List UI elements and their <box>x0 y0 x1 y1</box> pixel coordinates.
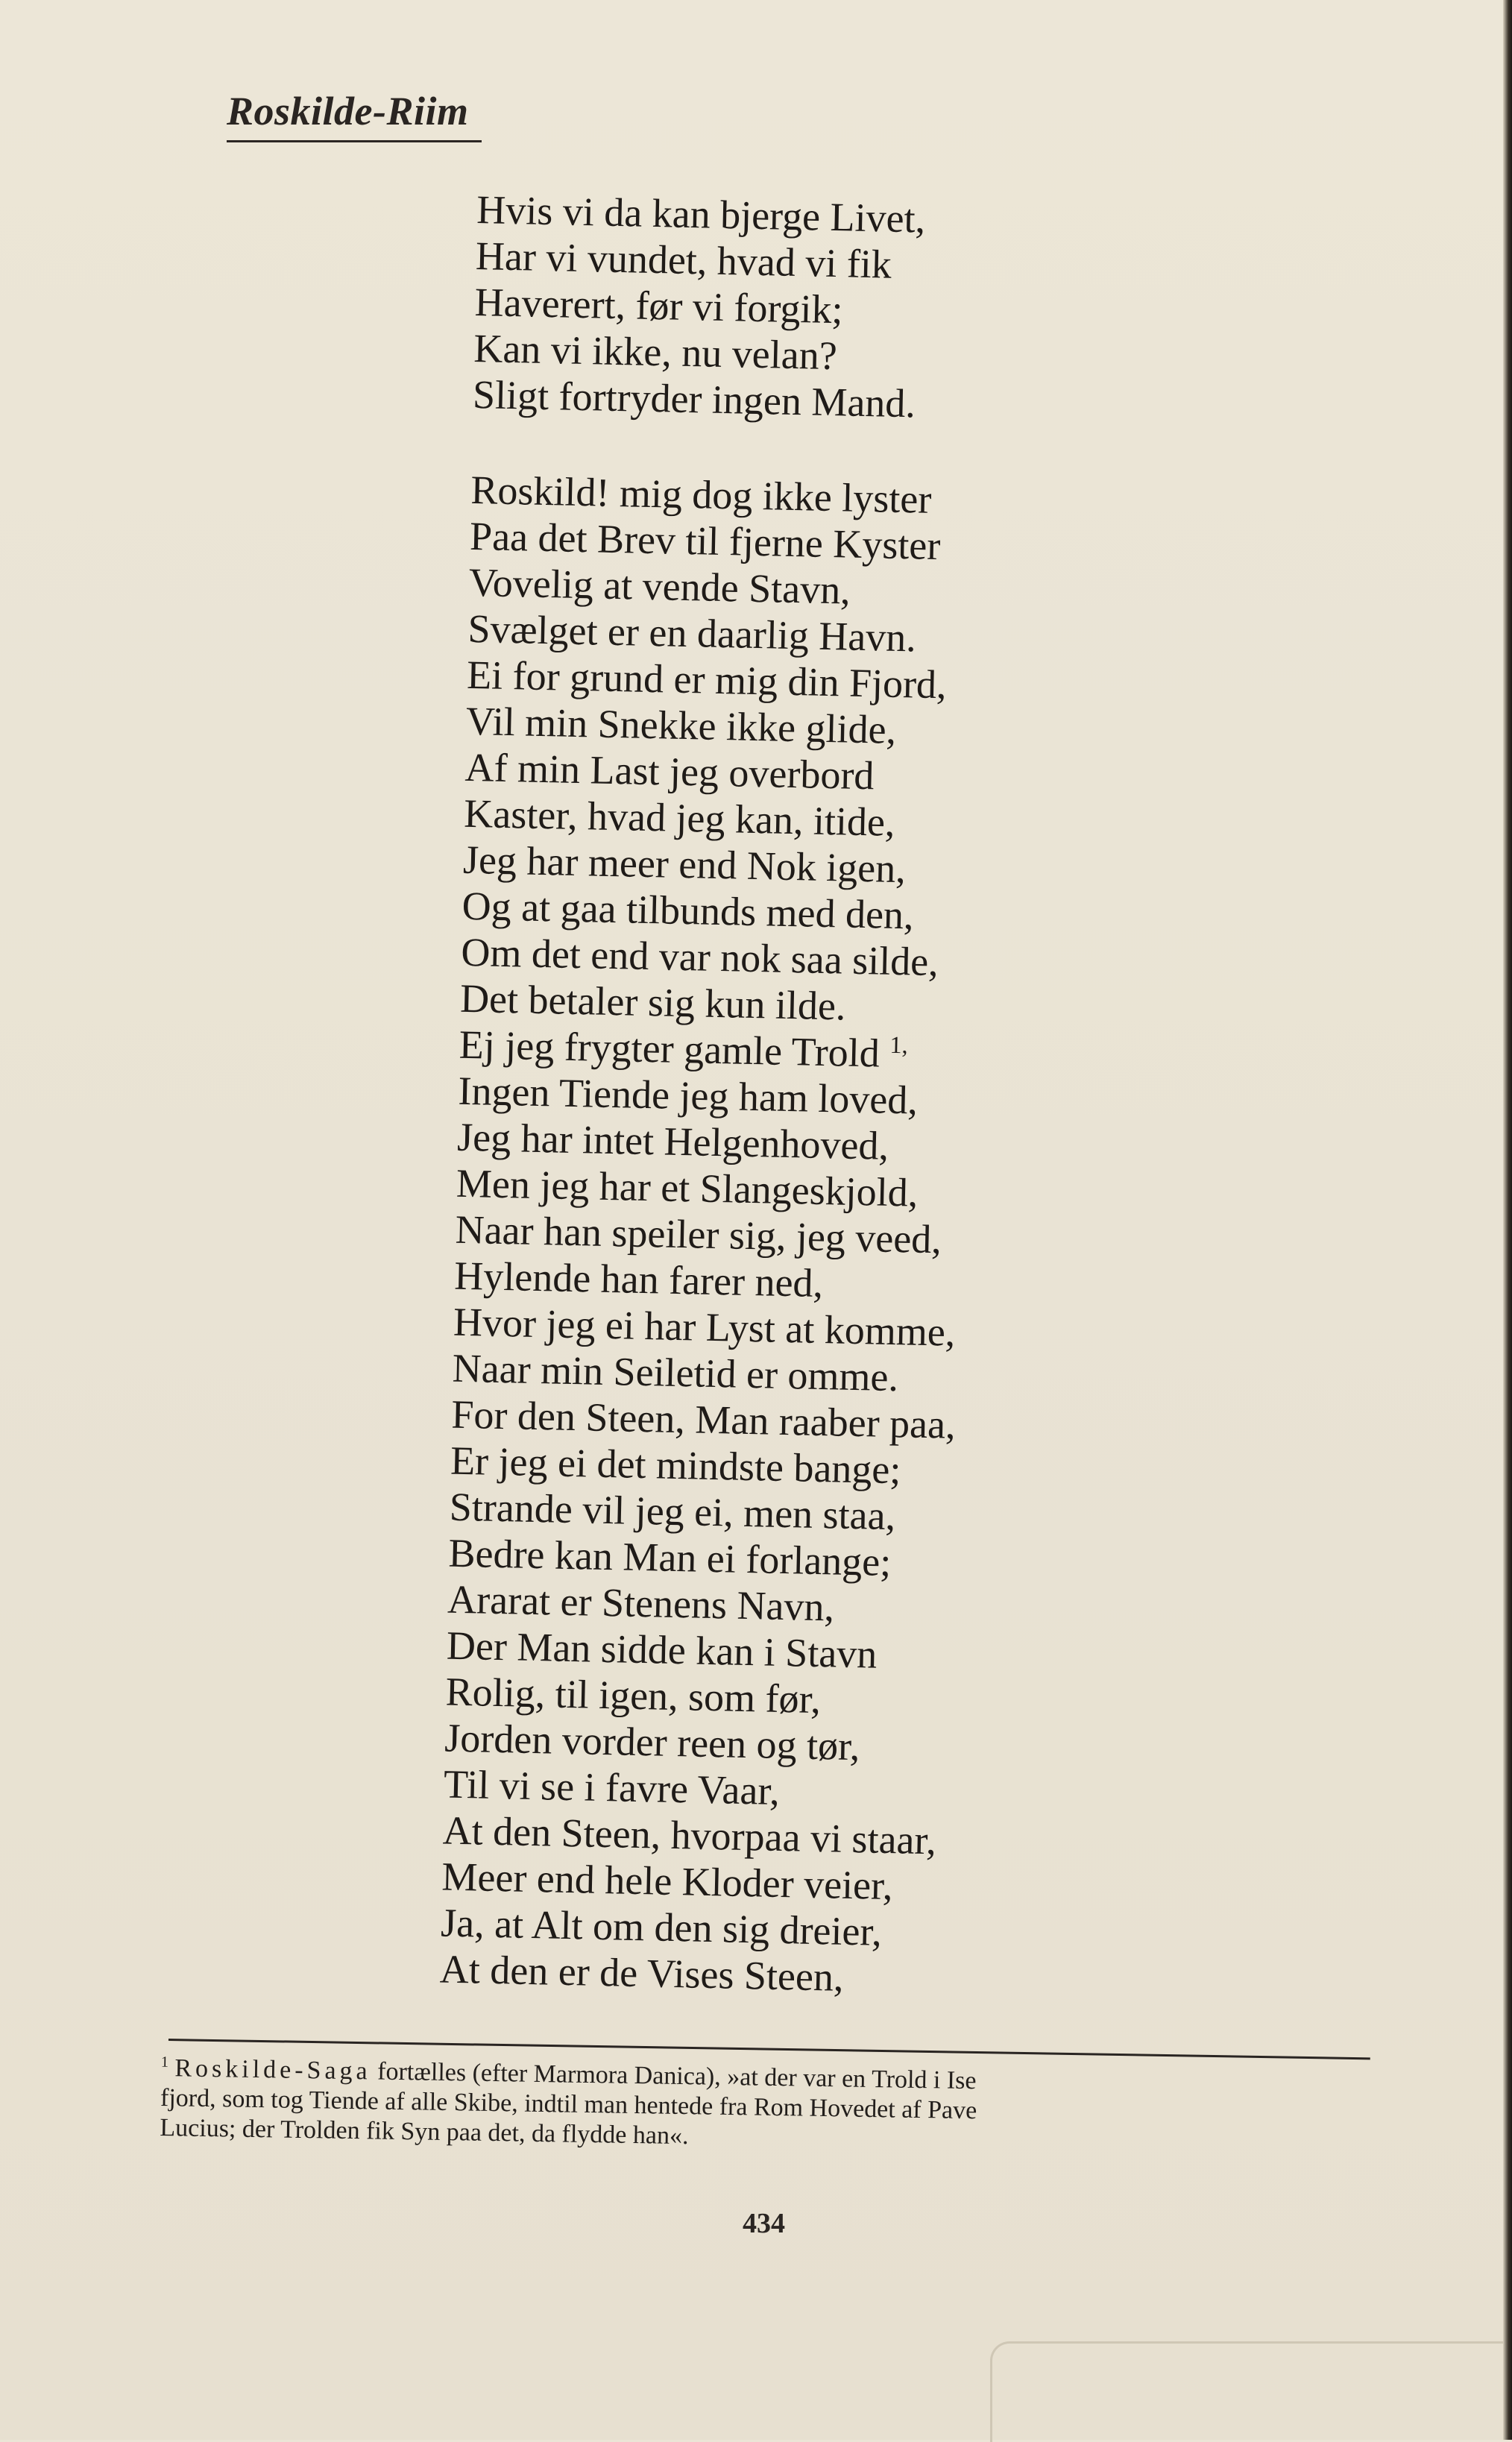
verse-line: Bedre kan Man ei forlange; <box>447 1530 892 1585</box>
verse-line: Roskild! mig dog ikke lyster <box>470 467 932 522</box>
verse-line: Kan vi ikke, nu velan? <box>473 325 838 379</box>
stanza-2 <box>439 467 1142 2006</box>
footnote-line-2: fjord, som tog Tiende af alle Skibe, indtil man hentede fra Rom Hovedet af Pave <box>160 2083 977 2125</box>
page-corner-mark <box>990 2341 1512 2442</box>
verse-line: Hylende han farer ned, <box>453 1253 824 1306</box>
verse-line: Ja, at Alt om den sig dreier, <box>440 1900 883 1954</box>
verse-line: Rolig, til igen, som før, <box>445 1669 822 1722</box>
footnote-source-title: Roskilde-Saga <box>174 2054 371 2086</box>
verse-line: At den Steen, hvorpaa vi staar, <box>442 1807 937 1863</box>
verse-line: Af min Last jeg overbord <box>464 744 875 799</box>
verse-line: Naar han speiler sig, jeg veed, <box>455 1206 942 1262</box>
verse-line: Vovelig at vende Stavn, <box>468 559 851 613</box>
footnote-text: fortælles (efter Marmora Danica), »at der var en Trold i Ise <box>377 2057 977 2095</box>
verse-line: Haverert, før vi forgik; <box>474 279 844 333</box>
footnote-number: 1 <box>160 2054 169 2071</box>
verse-line: Jeg har meer end Nok igen, <box>462 837 907 892</box>
verse-line: Jorden vorder reen og tør, <box>444 1715 861 1769</box>
verse-line: Strande vil jeg ei, men staa, <box>449 1484 896 1539</box>
verse-line: Ingen Tiende jeg ham loved, <box>457 1068 919 1123</box>
verse-line: Ei for grund er mig din Fjord, <box>466 652 948 708</box>
verse-line: Sligt fortryder ingen Mand. <box>472 371 916 427</box>
verse-line: For den Steen, Man raaber paa, <box>450 1391 957 1447</box>
poem <box>439 186 1148 2006</box>
verse-line: Hvor jeg ei har Lyst at komme, <box>453 1299 956 1355</box>
verse-line: Meer end hele Kloder veier, <box>441 1854 894 1909</box>
verse-line: Om det end var nok saa silde, <box>460 929 939 985</box>
book-spine-edge <box>1503 0 1512 2440</box>
verse-line: Ararat er Stenens Navn, <box>447 1576 835 1630</box>
verse-line: Er jeg ei det mindste bange; <box>450 1438 902 1493</box>
running-head: Roskilde-Riim <box>227 89 469 133</box>
verse-line: Vil min Snekke ikke glide, <box>465 698 897 752</box>
verse-line: Har vi vundet, hvad vi fik <box>475 233 892 287</box>
verse-line: Der Man sidde kan i Stavn <box>446 1623 878 1677</box>
verse-line: Naar min Seiletid er omme. <box>452 1345 899 1400</box>
footnote-line-3: Lucius; der Trolden fik Syn paa det, da flydde han«. <box>160 2113 689 2150</box>
stanza-1 <box>473 186 1148 432</box>
verse-line: Hvis vi da kan bjerge Livet, <box>476 186 926 242</box>
footnote <box>160 2054 1384 2162</box>
verse-line: Svælget er en daarlig Havn. <box>467 605 917 661</box>
verse-line: Det betaler sig kun ilde. <box>459 975 847 1029</box>
verse-line: Til vi se i favre Vaar, <box>443 1761 781 1813</box>
page-number: 434 <box>743 2208 785 2239</box>
verse-line: Paa det Brev til fjerne Kyster <box>469 513 941 569</box>
verse-line: Og at gaa tilbunds med den, <box>462 883 915 938</box>
footnote-reference[interactable]: 1, <box>889 1031 909 1060</box>
verse-line: Kaster, hvad jeg kan, itide, <box>463 790 896 845</box>
verse-text: Ej jeg frygter gamle Trold <box>459 1022 881 1076</box>
verse-line: Jeg har intet Helgenhoved, <box>456 1114 889 1168</box>
verse-line: Men jeg har et Slangeskjold, <box>456 1160 919 1215</box>
running-head-rule <box>227 140 482 142</box>
verse-line: At den er de Vises Steen, <box>439 1946 845 2000</box>
